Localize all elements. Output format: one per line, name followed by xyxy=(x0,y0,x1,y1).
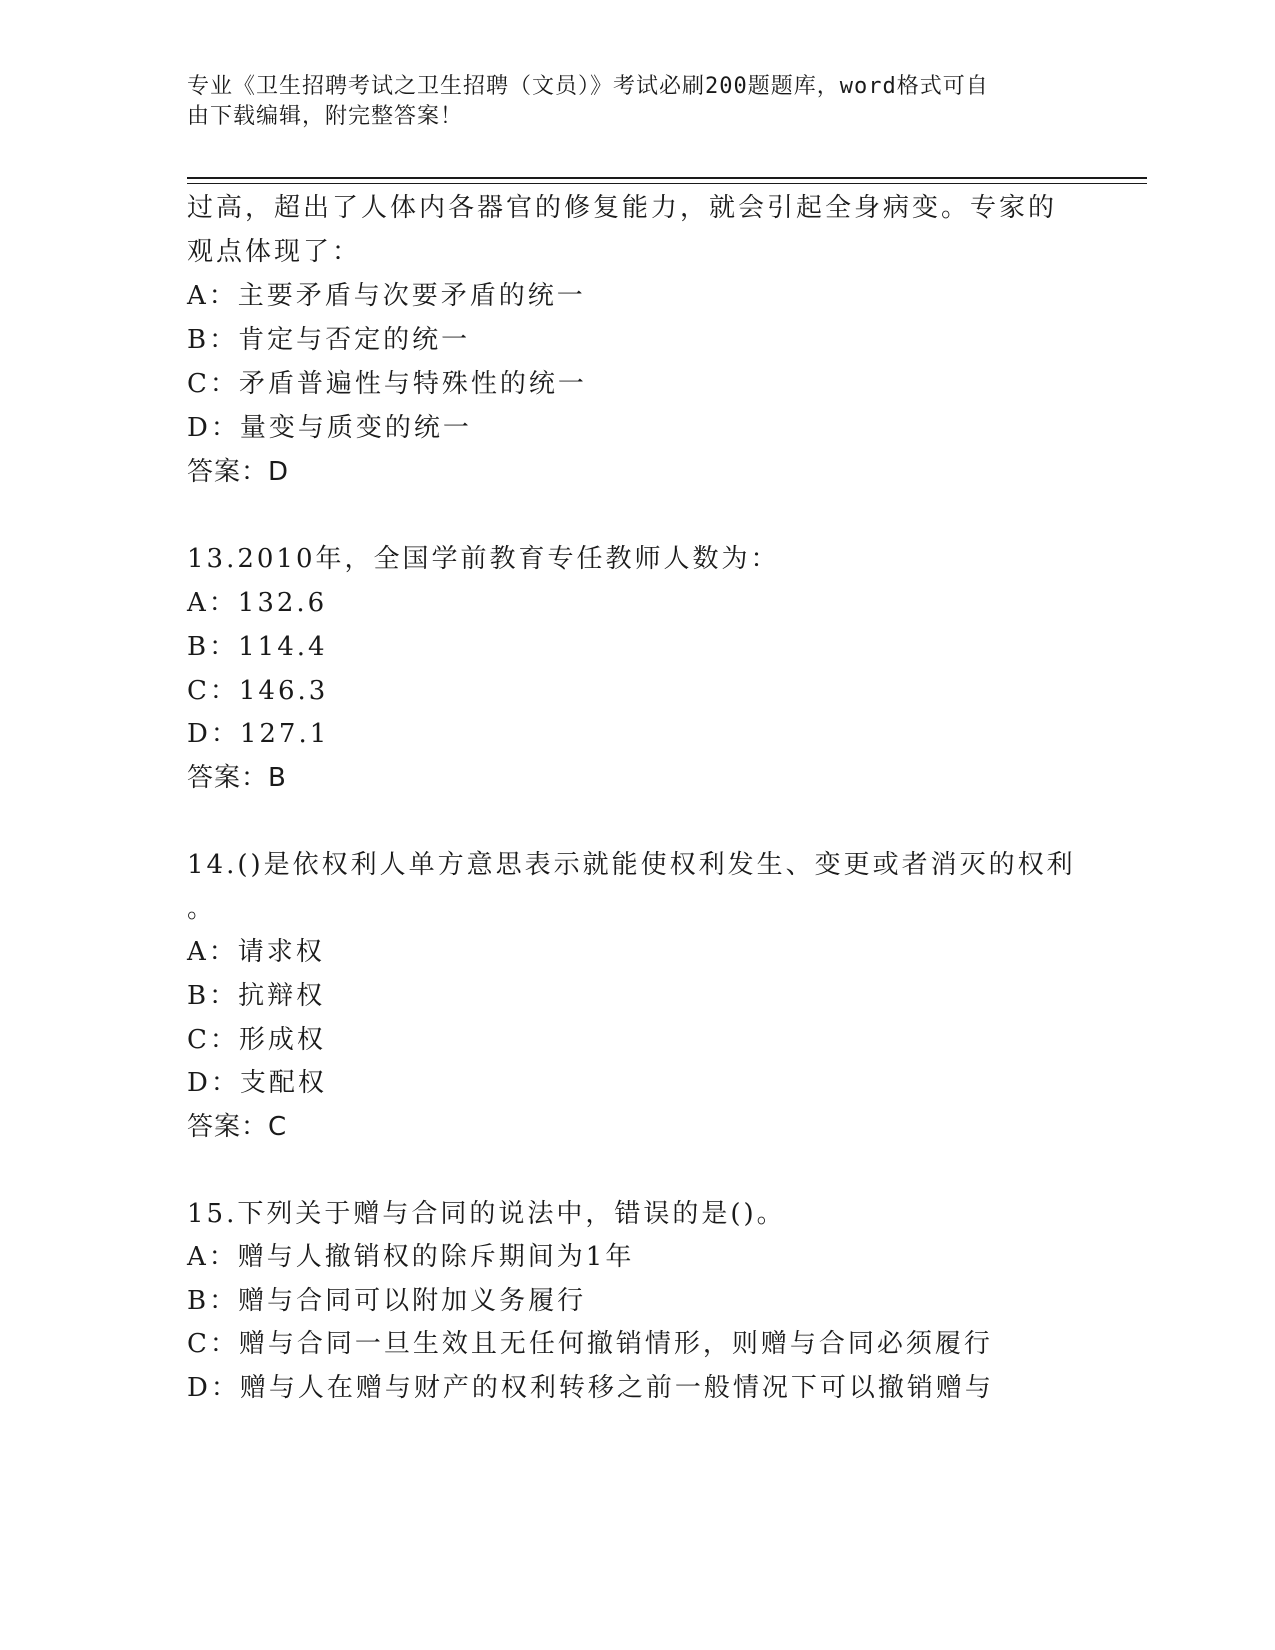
q13-answer: 答案：B xyxy=(187,763,287,793)
q13-option-d: D：127.1 xyxy=(187,719,330,749)
q15-option-d: D：赠与人在赠与财产的权利转移之前一般情况下可以撤销赠与 xyxy=(187,1373,994,1403)
header-line-2: 由下载编辑，附完整答案！ xyxy=(187,104,464,129)
q13-option-c: C：146.3 xyxy=(187,676,329,706)
q14-option-b: B：抗辩权 xyxy=(187,981,326,1011)
q13-stem: 13.2010年，全国学前教育专任教师人数为： xyxy=(187,544,780,574)
q15-option-a: A：赠与人撤销权的除斥期间为1年 xyxy=(187,1242,635,1272)
q12-stem-line-2: 观点体现了： xyxy=(187,237,362,267)
q12-option-a: A：主要矛盾与次要矛盾的统一 xyxy=(187,281,586,311)
q14-answer: 答案：C xyxy=(187,1112,288,1142)
header-divider-thick xyxy=(187,177,1147,179)
q12-option-d: D：量变与质变的统一 xyxy=(187,413,472,443)
q14-option-d: D：支配权 xyxy=(187,1068,327,1098)
q13-option-a: A：132.6 xyxy=(187,588,328,618)
q14-stem-line-1: 14.()是依权利人单方意思表示就能使权利发生、变更或者消灭的权利 xyxy=(187,850,1076,880)
q13-option-b: B：114.4 xyxy=(187,632,328,662)
q15-option-b: B：赠与合同可以附加义务履行 xyxy=(187,1286,587,1316)
q12-answer: 答案：D xyxy=(187,457,290,487)
q15-stem: 15.下列关于赠与合同的说法中，错误的是()。 xyxy=(187,1199,786,1229)
header-line-1: 专业《卫生招聘考试之卫生招聘（文员）》考试必刷200题题库，word格式可自 xyxy=(187,74,989,99)
q14-option-c: C：形成权 xyxy=(187,1025,326,1055)
q12-option-c: C：矛盾普遍性与特殊性的统一 xyxy=(187,369,587,399)
header-divider-thin xyxy=(187,183,1147,184)
q14-option-a: A：请求权 xyxy=(187,937,325,967)
q12-stem-line-1: 过高，超出了人体内各器官的修复能力，就会引起全身病变。专家的 xyxy=(187,193,1058,223)
q14-stem-line-2: 。 xyxy=(187,894,217,924)
document-header xyxy=(187,72,1067,132)
q15-option-c: C：赠与合同一旦生效且无任何撤销情形，则赠与合同必须履行 xyxy=(187,1329,993,1359)
q12-option-b: B：肯定与否定的统一 xyxy=(187,325,471,355)
